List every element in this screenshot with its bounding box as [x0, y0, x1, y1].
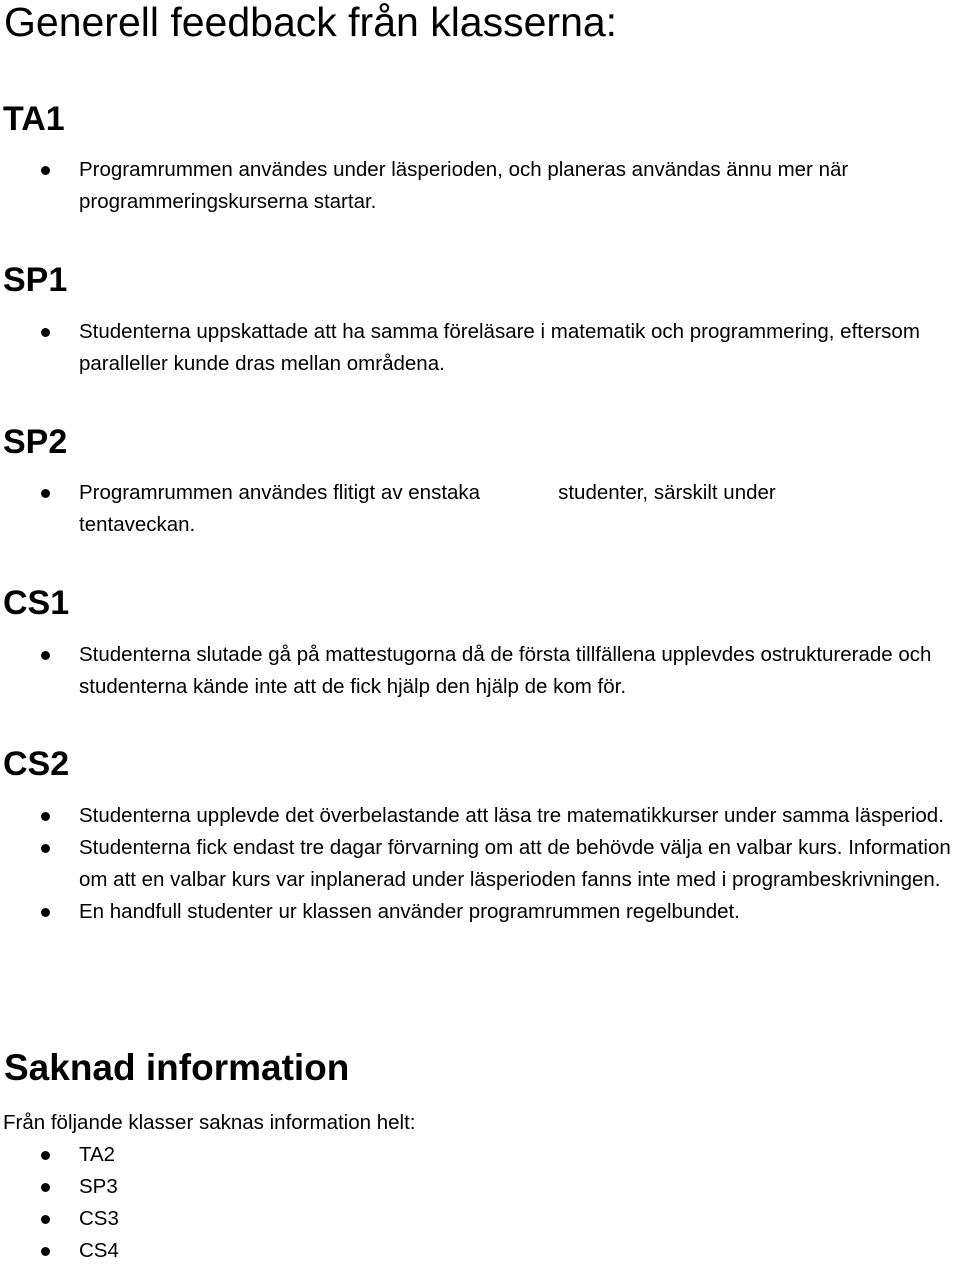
- list-item: [0, 316, 960, 380]
- list-item: [0, 832, 960, 896]
- bullet-icon: [41, 908, 50, 917]
- list-item-text: CS3: [79, 1207, 119, 1230]
- cs2-feedback-list: [0, 800, 960, 928]
- bullet-icon: [41, 1215, 50, 1224]
- section-heading-sp1: SP1: [3, 261, 68, 299]
- section-heading-ta1: TA1: [3, 100, 65, 138]
- sp2-feedback-list: [0, 477, 960, 541]
- list-item-text-part2: studenter, särskilt under: [558, 481, 776, 504]
- list-item-text: Studenterna fick endast tre dagar förvarning om att de behövde välja en valbar kurs. Information om att en valbar kurs var inplanerad under läsperioden fanns inte med i programbeskrivningen.: [79, 836, 951, 891]
- bullet-icon: [41, 1183, 50, 1192]
- page-title: Generell feedback från klasserna:: [4, 0, 618, 45]
- bullet-icon: [41, 1151, 50, 1160]
- list-item: [0, 800, 960, 832]
- list-item: [0, 1235, 960, 1267]
- list-item-text-part1: Programrummen användes flitigt av enstaka: [79, 481, 481, 504]
- list-item-text: CS4: [79, 1239, 119, 1262]
- bullet-icon: [41, 166, 50, 175]
- list-item: [0, 154, 960, 218]
- list-item-text: Studenterna slutade gå på mattestugorna då de första tillfällena upplevdes ostrukturerade och studenterna kände inte att de fick hjälp den hjälp de kom för.: [79, 643, 932, 698]
- bullet-icon: [41, 328, 50, 337]
- list-item: [0, 896, 960, 928]
- missing-info-intro: Från följande klasser saknas information helt:: [3, 1111, 416, 1134]
- list-item: [0, 1139, 960, 1171]
- list-item: [0, 639, 960, 703]
- list-item-text: TA2: [79, 1143, 116, 1166]
- bullet-icon: [41, 812, 50, 821]
- sp1-feedback-list: [0, 316, 960, 380]
- ta1-feedback-list: [0, 154, 960, 218]
- list-item: [0, 477, 960, 541]
- bullet-icon: [41, 844, 50, 853]
- list-item-text: SP3: [79, 1175, 118, 1198]
- section-heading-cs2: CS2: [3, 745, 70, 783]
- bullet-icon: [41, 489, 50, 498]
- list-item-text-part3: tentaveckan.: [79, 513, 196, 536]
- bullet-icon: [41, 651, 50, 660]
- list-item-text: Studenterna upplevde det överbelastande att läsa tre matematikkurser under samma läsperiod.: [79, 804, 944, 827]
- bullet-icon: [41, 1247, 50, 1256]
- missing-info-heading: Saknad information: [4, 1047, 350, 1088]
- section-heading-sp2: SP2: [3, 423, 68, 461]
- list-item: [0, 1203, 960, 1235]
- list-item-text: Programrummen användes under läsperioden, och planeras användas ännu mer när programmeringskurserna startar.: [79, 158, 849, 213]
- list-item-text: En handfull studenter ur klassen använder programrummen regelbundet.: [79, 900, 740, 923]
- list-item-text: Studenterna uppskattade att ha samma föreläsare i matematik och programmering, eftersom paralleller kunde dras mellan områdena.: [79, 320, 920, 375]
- missing-classes-list: [0, 1139, 960, 1267]
- section-heading-cs1: CS1: [3, 584, 70, 622]
- list-item: [0, 1171, 960, 1203]
- cs1-feedback-list: [0, 639, 960, 703]
